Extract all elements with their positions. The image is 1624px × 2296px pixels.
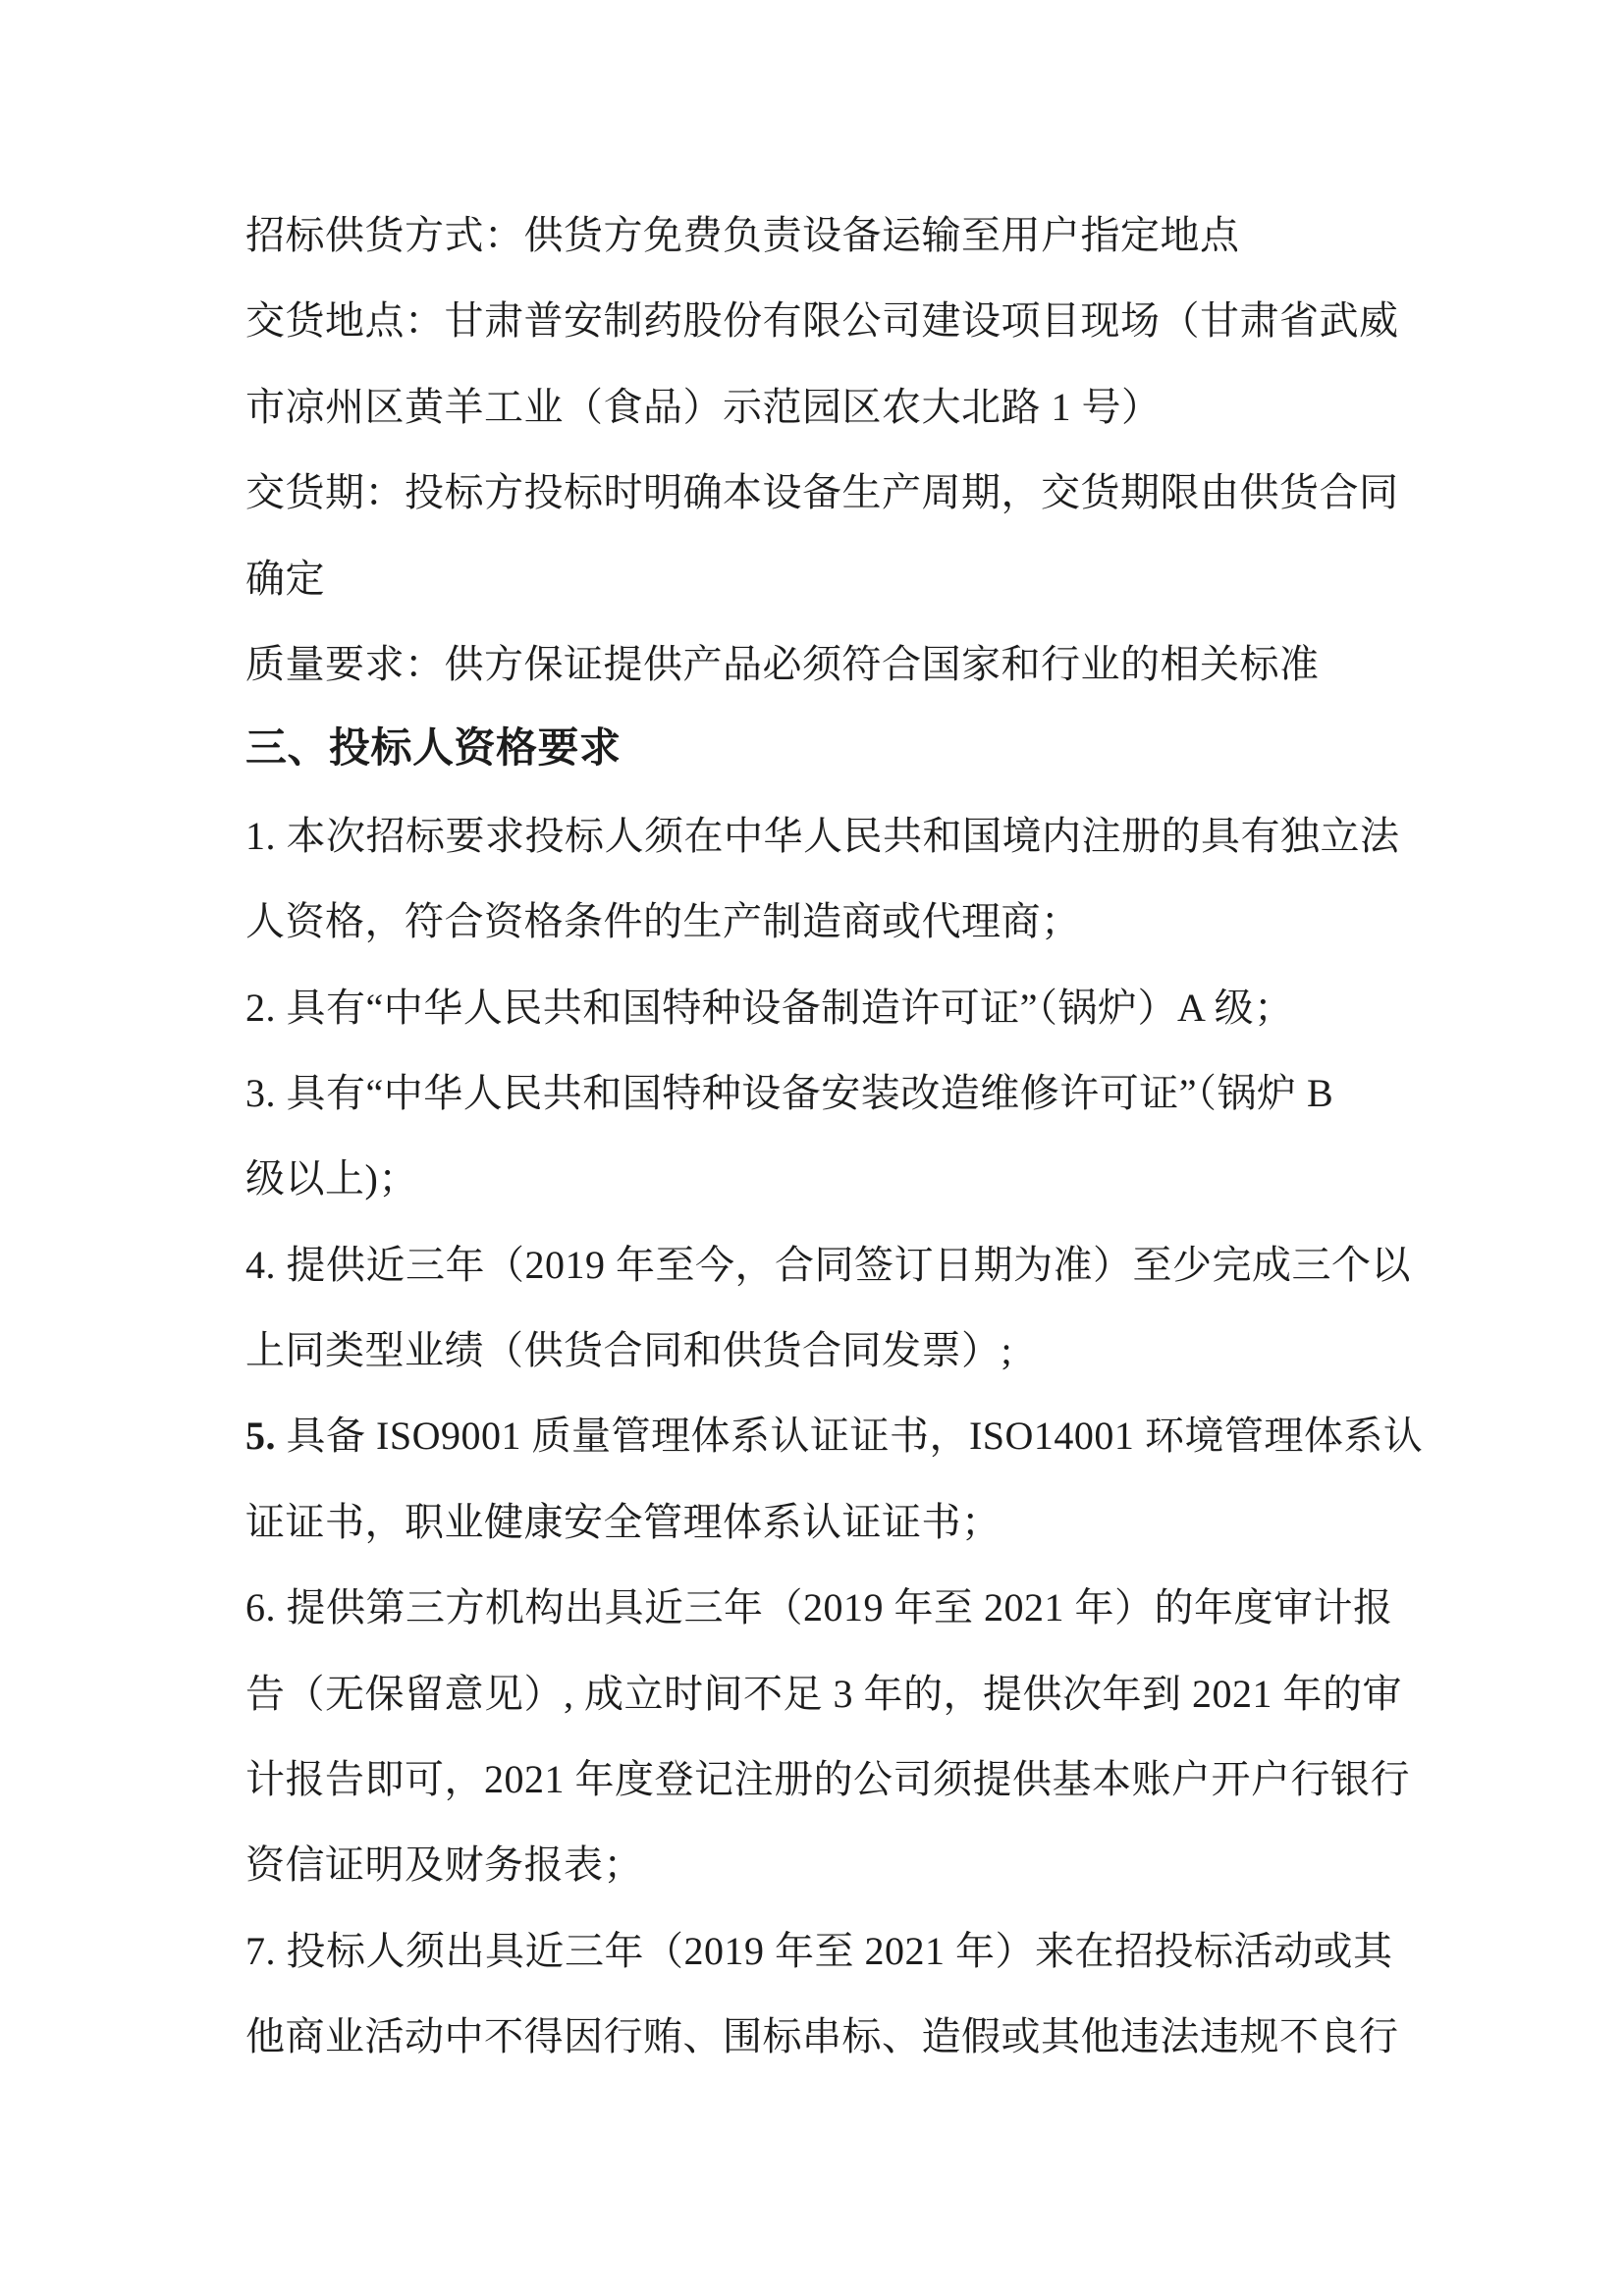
text-line bbox=[245, 1308, 1394, 1393]
text-line bbox=[245, 192, 1394, 278]
text-run: 招标供货方式：供货方免费负责设备运输至用户指定地点 bbox=[245, 213, 1240, 257]
text-run: 3. 具有“中华人民共和国特种设备安装改造维修许可证”（锅炉 B bbox=[245, 1070, 1334, 1115]
text-line bbox=[245, 364, 1394, 450]
text-run: 交货期：投标方投标时明确本设备生产周期，交货期限由供货合同 bbox=[245, 470, 1399, 515]
document-body bbox=[245, 192, 1424, 2080]
text-line bbox=[245, 793, 1400, 879]
text-run: 6. 提供第三方机构出具近三年（2019 年至 2021 年）的年度审计报 bbox=[245, 1585, 1393, 1630]
text-run: 4. 提供近三年（2019 年至今，合同签订日期为准）至少完成三个以 bbox=[245, 1242, 1411, 1287]
text-run: 7. 投标人须出具近三年（2019 年至 2021 年）来在招投标活动或其 bbox=[245, 1928, 1393, 1973]
text-line bbox=[245, 1908, 1394, 1994]
text-line bbox=[245, 1736, 1410, 1822]
text-run: 他商业活动中不得因行贿、围标串标、造假或其他违法违规不良行 bbox=[245, 2014, 1399, 2059]
text-line bbox=[245, 1565, 1394, 1650]
text-run: 市凉州区黄羊工业（食品）示范园区农大北路 1 号） bbox=[245, 384, 1162, 429]
text-line bbox=[245, 1822, 1394, 1907]
text-run: 5. bbox=[245, 1414, 276, 1459]
text-run: 三、投标人资格要求 bbox=[245, 726, 622, 773]
text-run: 2. 具有“中华人民共和国特种设备制造许可证”（锅炉）A 级； bbox=[245, 985, 1294, 1030]
text-run: 告（无保留意见）, 成立时间不足 3 年的，提供次年到 2021 年的审 bbox=[245, 1671, 1402, 1716]
text-run: 人资格，符合资格条件的生产制造商或代理商； bbox=[245, 899, 1081, 944]
text-run: 确定 bbox=[245, 556, 325, 601]
text-line bbox=[245, 1222, 1411, 1308]
text-line bbox=[245, 965, 1394, 1050]
text-line bbox=[245, 1393, 1424, 1478]
text-line bbox=[245, 1479, 1394, 1565]
text-run: 证证书，职业健康安全管理体系认证证书； bbox=[245, 1499, 1001, 1544]
text-line bbox=[245, 1136, 1394, 1221]
text-line bbox=[245, 450, 1399, 535]
text-run: 质量要求：供方保证提供产品必须符合国家和行业的相关标准 bbox=[245, 641, 1320, 686]
text-run: 资信证明及财务报表； bbox=[245, 1842, 643, 1888]
text-run: 1. 本次招标要求投标人须在中华人民共和国境内注册的具有独立法 bbox=[245, 813, 1400, 858]
text-line bbox=[245, 1651, 1402, 1736]
text-run: 计报告即可，2021 年度登记注册的公司须提供基本账户开户行银行 bbox=[245, 1757, 1410, 1802]
text-run: 交货地点：甘肃普安制药股份有限公司建设项目现场（甘肃省武威 bbox=[245, 298, 1399, 344]
text-line bbox=[245, 621, 1394, 707]
text-run: 上同类型业绩（供货合同和供货合同发票）; bbox=[245, 1328, 1013, 1373]
text-line bbox=[245, 1050, 1394, 1136]
text-run: 具备 ISO9001 质量管理体系认证证书，ISO14001 环境管理体系认 bbox=[276, 1414, 1424, 1459]
text-line bbox=[245, 879, 1394, 964]
text-line bbox=[245, 536, 1394, 621]
text-run: 级以上)； bbox=[245, 1156, 418, 1201]
section-heading bbox=[245, 707, 1394, 792]
text-line bbox=[245, 1994, 1399, 2079]
text-line bbox=[245, 278, 1399, 363]
